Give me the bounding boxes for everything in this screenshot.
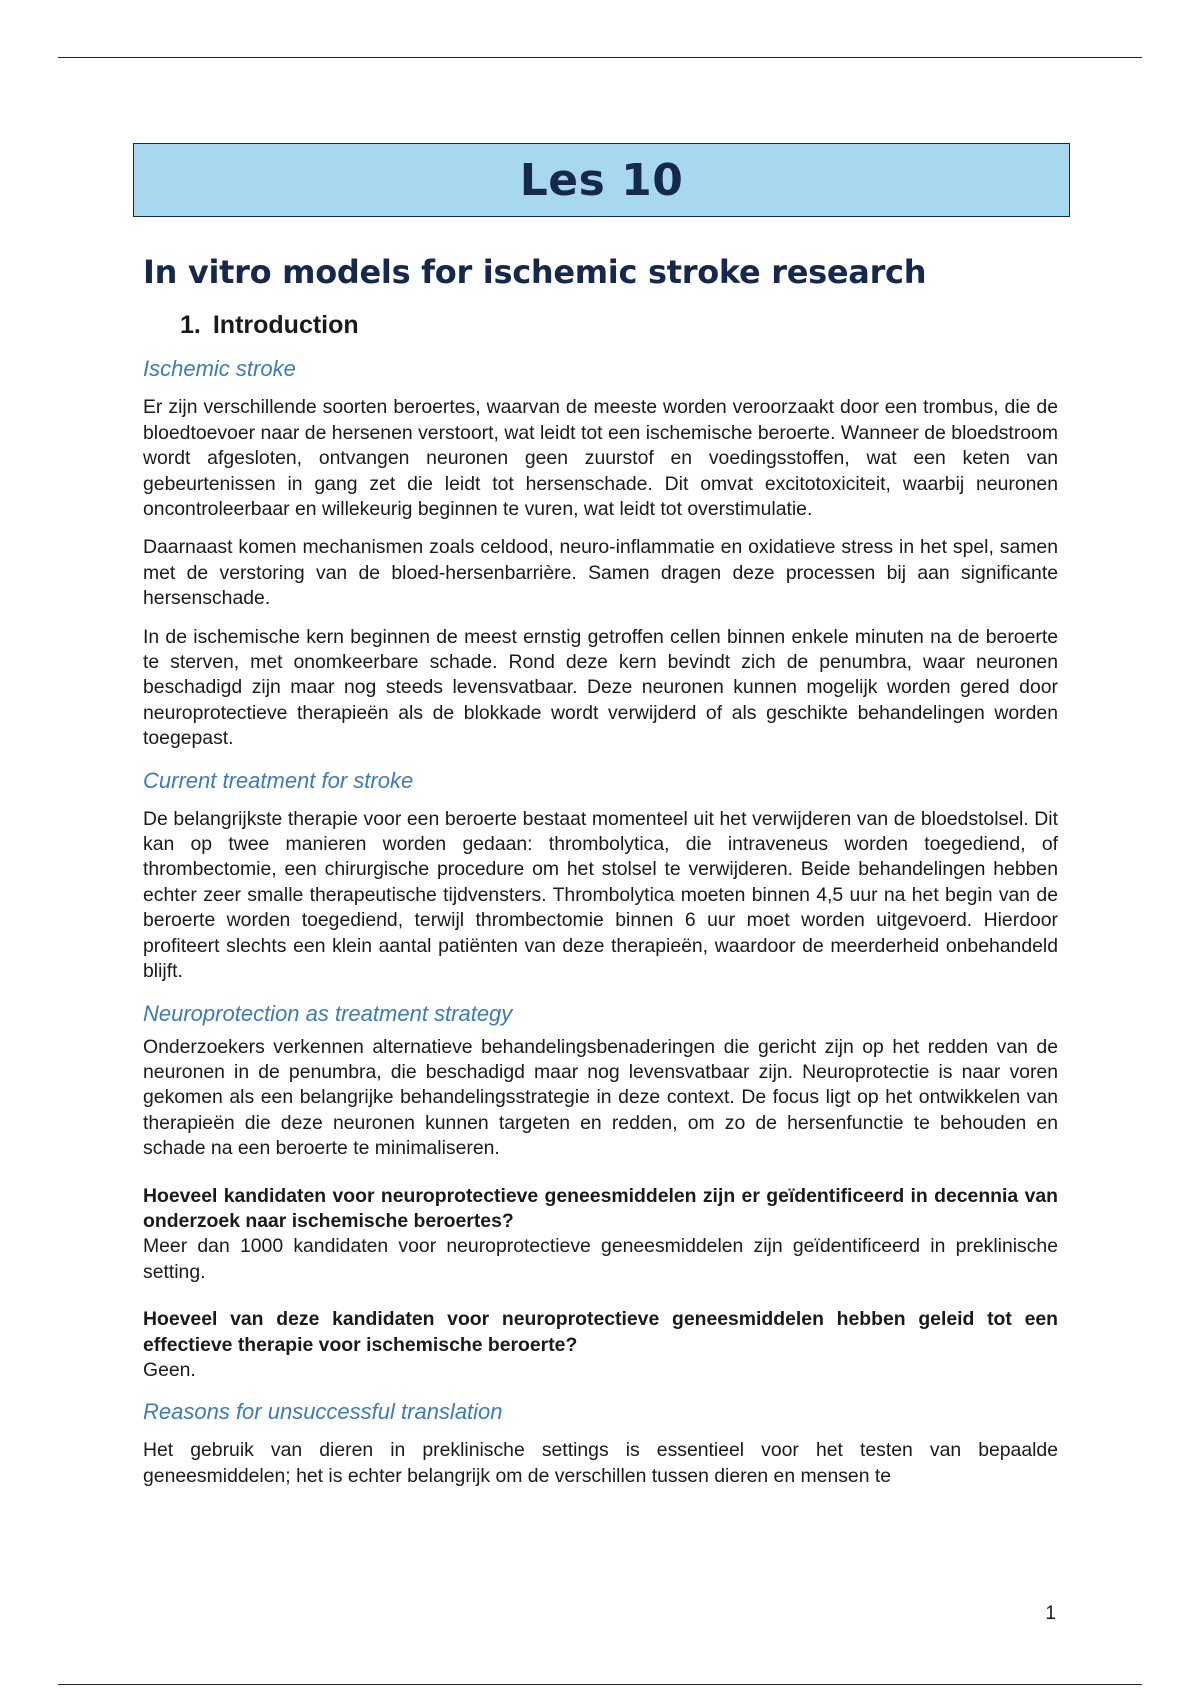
paragraph: Daarnaast komen mechanismen zoals celdood, neuro-inflammatie en oxidatieve stress in het spel, samen met de verstoring van de bloed-hersenbarrière. Samen dragen deze processen bij aan significante hersenschade. xyxy=(143,536,1058,610)
paragraph: De belangrijkste therapie voor een beroerte bestaat momenteel uit het verwijderen van de bloedstolsel. Dit kan op twee manieren worden gedaan: thrombolytica, die intraveneus worden toegediend, of thrombectomie, een chirurgische procedure om het stolsel te verwijderen. Beide behandelingen hebben echter zeer smalle therapeutische tijdvensters. Thrombolytica moeten binnen 4,5 uur na het begin van de beroerte worden toegediend, terwijl thrombectomie binnen 6 uur moet worden uitgevoerd. Hierdoor profiteert slechts een klein aantal patiënten van deze therapieën, waardoor de meerderheid onbehandeld blijft. xyxy=(143,807,1058,983)
footer-rule xyxy=(58,1684,1142,1685)
page-number: 1 xyxy=(1045,1603,1056,1624)
answer: Meer dan 1000 kandidaten voor neuroprotectieve geneesmiddelen zijn geïdentificeerd in preklinische setting. xyxy=(143,1235,1058,1283)
paragraph: Onderzoekers verkennen alternatieve behandelingsbenaderingen die gericht zijn op het redden van de neuronen in de penumbra, die beschadigd maar nog levensvatbaar zijn. Neuroprotectie is naar voren gekomen als een belangrijke behandelingsstrategie in deze context. De focus ligt op het ontwikkelen van therapieën die deze neuronen kunnen targeten en redden, om zo de hersenfunctie te behouden en schade na een beroerte te minimaliseren. xyxy=(143,1035,1058,1160)
paragraph: In de ischemische kern beginnen de meest ernstig getroffen cellen binnen enkele minuten na de beroerte te sterven, met onomkeerbare schade. Rond deze kern bevindt zich de penumbra, waar neuronen beschadigd zijn maar nog steeds levensvatbaar. Deze neuronen kunnen mogelijk worden gered door neuroprotectieve therapieën als de blokkade wordt verwijderd of als geschikte behandelingen worden toegepast. xyxy=(143,625,1058,750)
section-number: 1. xyxy=(180,311,201,340)
subheading-ischemic-stroke: Ischemic stroke xyxy=(143,356,296,382)
question: Hoeveel kandidaten voor neuroprotectieve geneesmiddelen zijn er geïdentificeerd in decennia van onderzoek naar ischemische beroertes? xyxy=(143,1184,1058,1232)
lesson-banner xyxy=(133,143,1070,217)
document-title: In vitro models for ischemic stroke research xyxy=(143,253,927,291)
subheading-neuroprotection: Neuroprotection as treatment strategy xyxy=(143,1000,513,1026)
lesson-title: Les 10 xyxy=(519,154,684,206)
question: Hoeveel van deze kandidaten voor neuroprotectieve geneesmiddelen hebben geleid tot een effectieve therapie voor ischemische beroerte? xyxy=(143,1308,1058,1356)
paragraph: Het gebruik van dieren in preklinische settings is essentieel voor het testen van bepaalde geneesmiddelen; het is echter belangrijk om de verschillen tussen dieren en mensen te xyxy=(143,1439,1058,1487)
subheading-current-treatment: Current treatment for stroke xyxy=(143,767,414,793)
section-heading xyxy=(180,311,1058,340)
document-body xyxy=(143,143,1058,1489)
paragraph: Er zijn verschillende soorten beroertes, waarvan de meeste worden veroorzaakt door een trombus, die de bloedtoevoer naar de hersenen verstoort, wat leidt tot een ischemische beroerte. Wanneer de bloedstroom wordt afgesloten, ontvangen neuronen geen zuurstof en voedingsstoffen, wat een keten van gebeurtenissen in gang zet die leidt tot hersenschade. Dit omvat excitotoxiciteit, waarbij neuronen oncontroleerbaar en willekeurig beginnen te vuren, wat leidt tot overstimulatie. xyxy=(143,396,1058,521)
subheading-reasons-unsuccessful: Reasons for unsuccessful translation xyxy=(143,1399,503,1425)
header-rule xyxy=(58,57,1142,58)
section-title: Introduction xyxy=(212,311,359,340)
answer: Geen. xyxy=(143,1358,196,1381)
